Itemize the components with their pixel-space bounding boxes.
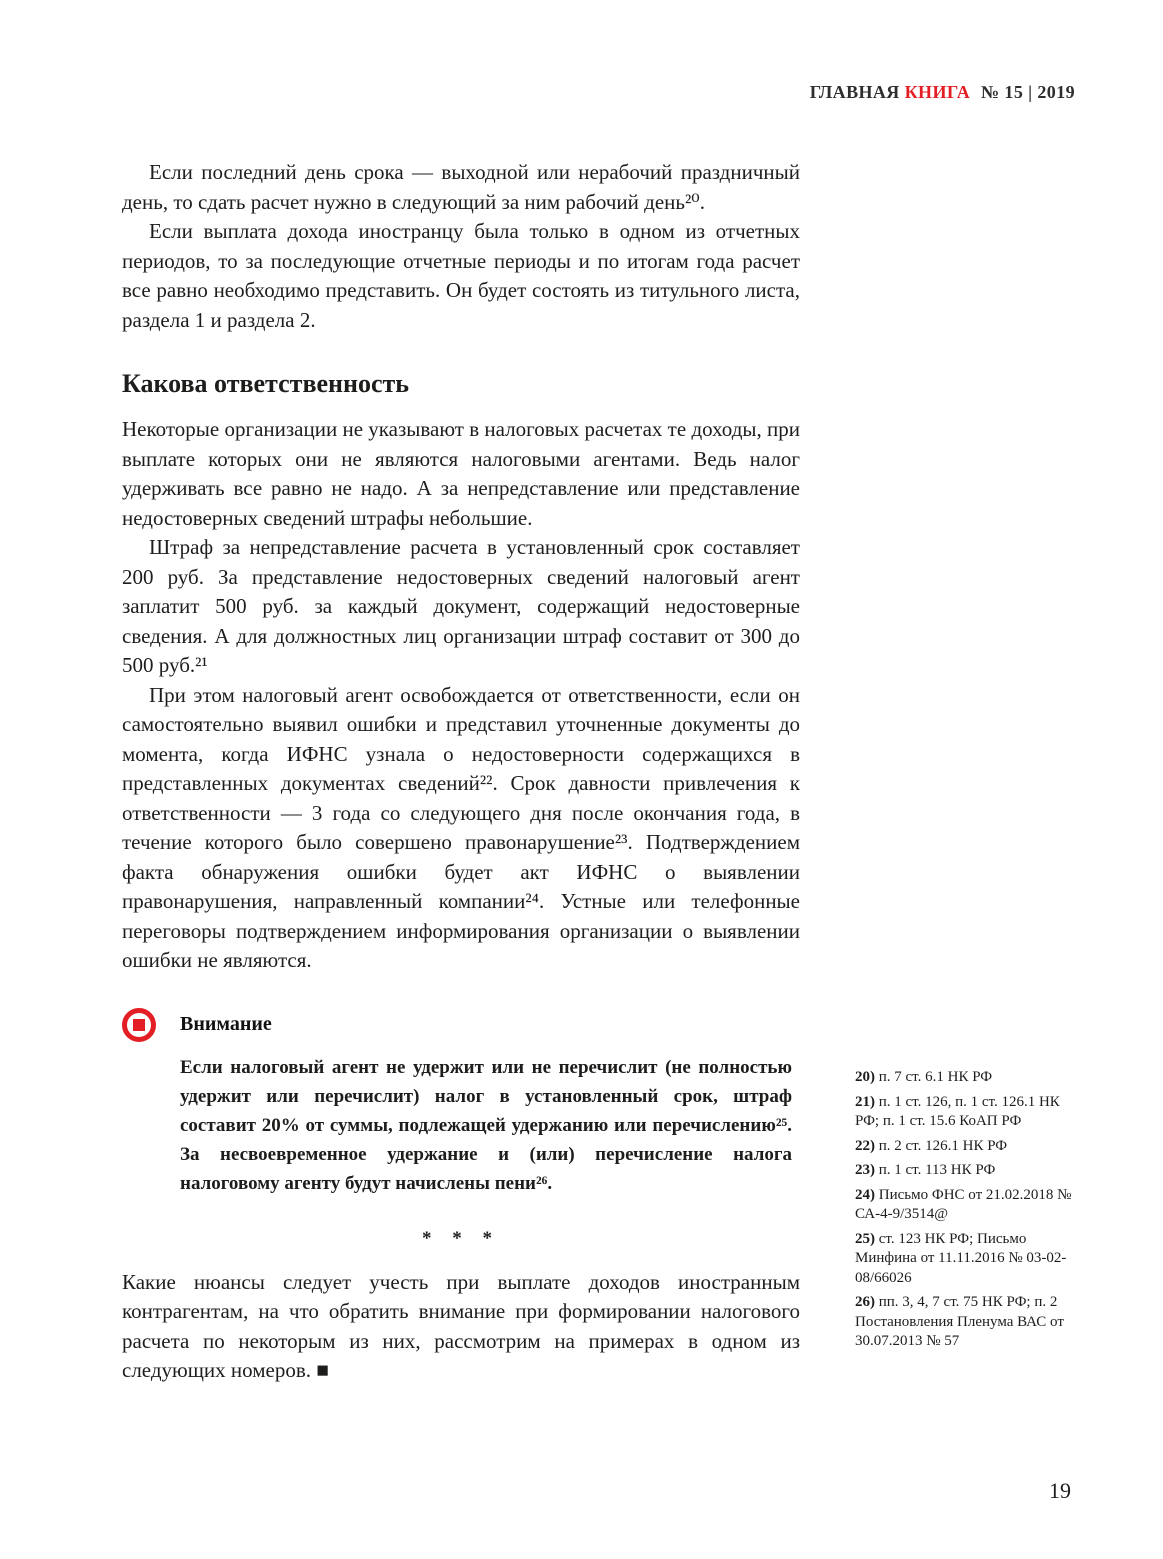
footnote-item	[855, 1293, 1083, 1352]
footnote-number: 20)	[855, 1069, 875, 1085]
footnote-text: Письмо ФНС от 21.02.2018 № СА-4-9/3514@	[855, 1186, 1072, 1222]
page-number: 19	[1049, 1478, 1071, 1503]
attention-icon-wrap	[122, 1006, 180, 1199]
footnote-item	[855, 1230, 1083, 1289]
brand-accent: КНИГА	[904, 82, 971, 102]
attention-title: Внимание	[180, 1012, 272, 1035]
attention-icon	[122, 1008, 156, 1042]
footnote-text: ст. 123 НК РФ; Письмо Минфина от 11.11.2016 № 03-02-08/66026	[855, 1230, 1067, 1286]
paragraph-exemption: При этом налоговый агент освобождается от ответственности, если он самостоятельно выявил ошибки и представил уточненные документы до момента, когда ИФНС узнала о недостоверности содержащихся в представленных документах сведений²². Срок давности привлечения к ответственности — 3 года со следующего дня после окончания года, в течение которого было совершено правонарушение²³. Подтверждением факта обнаружения ошибки будет акт ИФНС о выявлении правонарушения, направленный компании²⁴. Устные или телефонные переговоры подтверждением информирования организации о выявлении ошибки не являются.	[122, 682, 800, 972]
footnote-item	[855, 1068, 1083, 1088]
paragraph-fines: Штраф за непредставление расчета в установленный срок составляет 200 руб. За представление недостоверных сведений налоговый агент заплатит 500 руб. за каждый документ, содержащий недостоверные сведения. А для должностных лиц организации штраф составит от 300 до 500 руб.²¹	[122, 535, 800, 677]
attention-text: Если налоговый агент не удержит или не перечислит (не полностью удержит или перечислит) налог в установленный срок, штраф составит 20% от суммы, подлежащей удержанию или перечислению²⁵. За несвоевременное удержание и (или) перечисление налога налоговому агенту будут начислены пени²⁶.	[180, 1057, 792, 1194]
footnote-text: п. 1 ст. 126, п. 1 ст. 126.1 НК РФ; п. 1 ст. 15.6 КоАП РФ	[855, 1093, 1060, 1129]
issue-number: № 15 | 2019	[981, 82, 1075, 102]
footnotes-column	[855, 1068, 1083, 1357]
paragraph-deadline: Если последний день срока — выходной или нерабочий праздничный день, то сдать расчет нужно в следующий за ним рабочий день²⁰.	[122, 160, 800, 214]
footnote-item	[855, 1161, 1083, 1181]
attention-block	[122, 1006, 800, 1199]
paragraph-responsibility-intro: Некоторые организации не указывают в налоговых расчетах те доходы, при выплате которых они не являются налоговыми агентами. Ведь налог удерживать все равно не надо. А за непредставление или представление недостоверных сведений штрафы небольшие.	[122, 417, 800, 530]
footnote-text: пп. 3, 4, 7 ст. 75 НК РФ; п. 2 Постановления Пленума ВАС от 30.07.2013 № 57	[855, 1294, 1064, 1349]
footnote-text: п. 2 ст. 126.1 НК РФ	[878, 1137, 1008, 1154]
footnote-item	[855, 1186, 1083, 1225]
section-heading: Какова ответственность	[122, 369, 410, 398]
footnote-item	[855, 1093, 1083, 1132]
footnote-number: 22)	[855, 1137, 875, 1154]
footnote-number: 23)	[855, 1162, 875, 1178]
footnote-number: 25)	[855, 1230, 875, 1247]
separator-stars: * * *	[422, 1228, 500, 1249]
paragraph-single-period: Если выплата дохода иностранцу была только в одном из отчетных периодов, то за последующие отчетные периоды и по итогам года расчет все равно необходимо представить. Он будет состоять из титульного листа, раздела 1 и раздела 2.	[122, 219, 800, 332]
footnote-text: п. 1 ст. 113 НК РФ	[878, 1162, 996, 1178]
footnote-number: 21)	[855, 1093, 875, 1110]
article-column	[122, 158, 800, 1386]
footnote-number: 24)	[855, 1186, 875, 1203]
attention-content	[180, 1006, 792, 1199]
footnote-number: 26)	[855, 1294, 875, 1310]
paragraph-closing: Какие нюансы следует учесть при выплате доходов иностранным контрагентам, на что обратить внимание при формировании налогового расчета по некоторым из них, рассмотрим на примерах в одном из следующих номеров. ■	[122, 1269, 800, 1382]
footnote-text: п. 7 ст. 6.1 НК РФ	[878, 1069, 993, 1085]
brand-main: ГЛАВНАЯ	[809, 82, 900, 102]
attention-icon-square	[133, 1019, 145, 1031]
footnote-item	[855, 1137, 1083, 1157]
page-header	[0, 82, 1075, 103]
